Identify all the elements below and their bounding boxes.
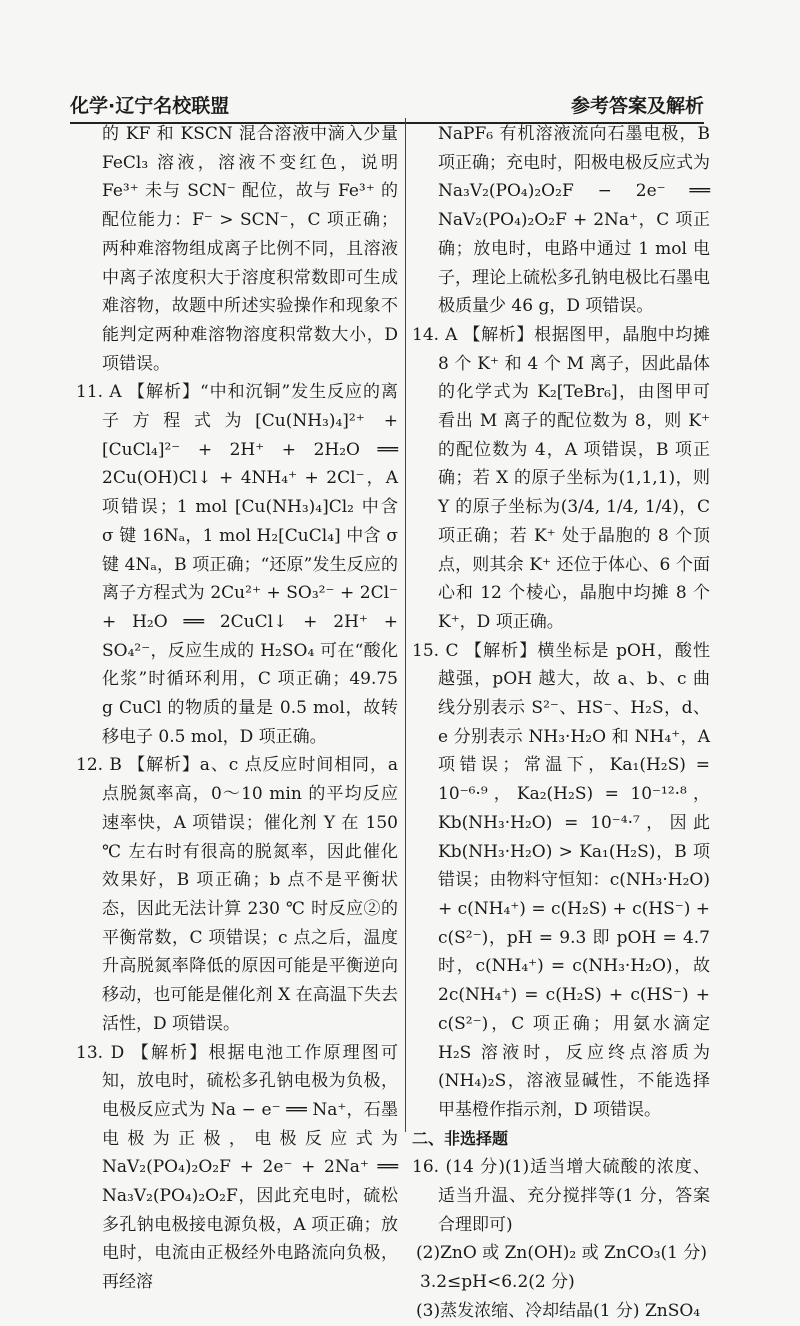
column-divider [405, 118, 406, 1132]
answer-line: 3.2≤pH<6.2(2 分) [420, 1272, 575, 1293]
right-column [412, 120, 710, 1321]
header-right-title: 参考答案及解析 [570, 95, 704, 117]
header-left-title: 化学·辽宁名校联盟 [70, 95, 230, 117]
question-13: 13. D 【解析】根据电池工作原理图可知，放电时，硫松多孔钠电极为负极，电极反应式为 Na − e⁻ ══ Na⁺，石墨电极为正极，电极反应式为 NaV₂(PO₄)₂O₂F + 2e⁻ + 2Na⁺ ══ Na₃V₂(PO₄)₂O₂F，因此充电时，硫松多孔钠电极接电源负极，A 项正确；放电时，电流由正极经外电路流向负极，再经溶 [76, 1042, 398, 1293]
answer-line: (3)蒸发浓缩、冷却结晶(1 分) ZnSO₄ [416, 1300, 701, 1321]
question-14: 14. A 【解析】根据图甲，晶胞中均摊 8 个 K⁺ 和 4 个 M 离子，因此晶体的化学式为 K₂[TeBr₆]，由图甲可看出 M 离子的配位数为 8，则 K⁺ 的配位数为 4，A 项错误，B 项正确；若 X 的原子坐标为(1,1,1)，则 Y 的原子坐标为(3/4, 1/4, 1/4)，C 项正确；若 K⁺ 处于晶胞的 8 个顶点，则其余 K⁺ 还位于体心、6 个面心和 12 个棱心，晶胞中均摊 8 个 K⁺，D 项正确。 [412, 324, 710, 632]
question-16: 16. (14 分)(1)适当增大硫酸的浓度、适当升温、充分搅拌等(1 分，答案合理即可) [412, 1157, 710, 1235]
page-header [70, 86, 704, 124]
question-12: 12. B 【解析】a、c 点反应时间相同，a 点脱氮率高，0～10 min 的平均反应速率快，A 项错误；催化剂 Y 在 150 ℃ 左右时有很高的脱氮率，因此催化效果好，B 项正确；b 点不是平衡状态，因此无法计算 230 ℃ 时反应②的平衡常数，C 项错误；c 点之后，温度升高脱氮率降低的原因可能是平衡逆向移动，也可能是催化剂 X 在高温下失去活性，D 项错误。 [76, 755, 398, 1034]
left-column [76, 120, 398, 1293]
answer-line: (2)ZnO 或 Zn(OH)₂ 或 ZnCO₃(1 分) [416, 1243, 708, 1264]
paragraph: NaPF₆ 有机溶液流向石墨电极，B 项正确；充电时，阳极电极反应式为 Na₃V₂(PO₄)₂O₂F − 2e⁻ ══ NaV₂(PO₄)₂O₂F + 2Na⁺，C 项正确；放电时，电路中通过 1 mol 电子，理论上硫松多孔钠电极比石墨电极质量少 46 g，D 项错误。 [438, 124, 710, 317]
question-11: 11. A 【解析】“中和沉铜”发生反应的离子方程式为[Cu(NH₃)₄]²⁺ + [CuCl₄]²⁻ + 2H⁺ + 2H₂O ══ 2Cu(OH)Cl↓ + 4NH₄⁺ + 2Cl⁻，A 项错误；1 mol [Cu(NH₃)₄]Cl₂ 中含 σ 键 16Nₐ，1 mol H₂[CuCl₄] 中含 σ 键 4Nₐ，B 项正确；“还原”发生反应的离子方程式为 2Cu²⁺ + SO₃²⁻ + 2Cl⁻ + H₂O ══ 2CuCl↓ + 2H⁺ + SO₄²⁻，反应生成的 H₂SO₄ 可在“酸化化浆”时循环利用，C 项正确；49.75 g CuCl 的物质的量是 0.5 mol，故转移电子 0.5 mol，D 项正确。 [76, 382, 398, 747]
section-heading: 二、非选择题 [412, 1128, 509, 1148]
question-15: 15. C 【解析】横坐标是 pOH，酸性越强，pOH 越大，故 a、b、c 曲线分别表示 S²⁻、HS⁻、H₂S，d、e 分别表示 NH₃·H₂O 和 NH₄⁺，A 项错误；常温下，Ka₁(H₂S) = 10⁻⁶·⁹，Ka₂(H₂S) = 10⁻¹²·⁸，Kb(NH₃·H₂O) = 10⁻⁴·⁷，因此 Kb(NH₃·H₂O) > Ka₁(H₂S)，B 项错误；由物料守恒知：c(NH₃·H₂O) + c(NH₄⁺) = c(H₂S) + c(HS⁻) + c(S²⁻)，pH = 9.3 即 pOH = 4.7 时，c(NH₄⁺) = c(NH₃·H₂O)，故 2c(NH₄⁺) = c(H₂S) + c(HS⁻) + c(S²⁻)，C 项正确；用氨水滴定 H₂S 溶液时，反应终点溶质为(NH₄)₂S，溶液显碱性，不能选择甲基橙作指示剂，D 项错误。 [412, 640, 710, 1120]
paragraph: 的 KF 和 KSCN 混合溶液中滴入少量 FeCl₃ 溶液，溶液不变红色，说明 Fe³⁺ 未与 SCN⁻ 配位，故与 Fe³⁺ 的配位能力：F⁻ > SCN⁻，C 项正确；两种难溶物组成离子比例不同，且溶液中离子浓度积大于溶度积常数即可生成难溶物，故题中所述实验操作和现象不能判定两种难溶物溶度积常数大小，D 项错误。 [102, 124, 398, 374]
